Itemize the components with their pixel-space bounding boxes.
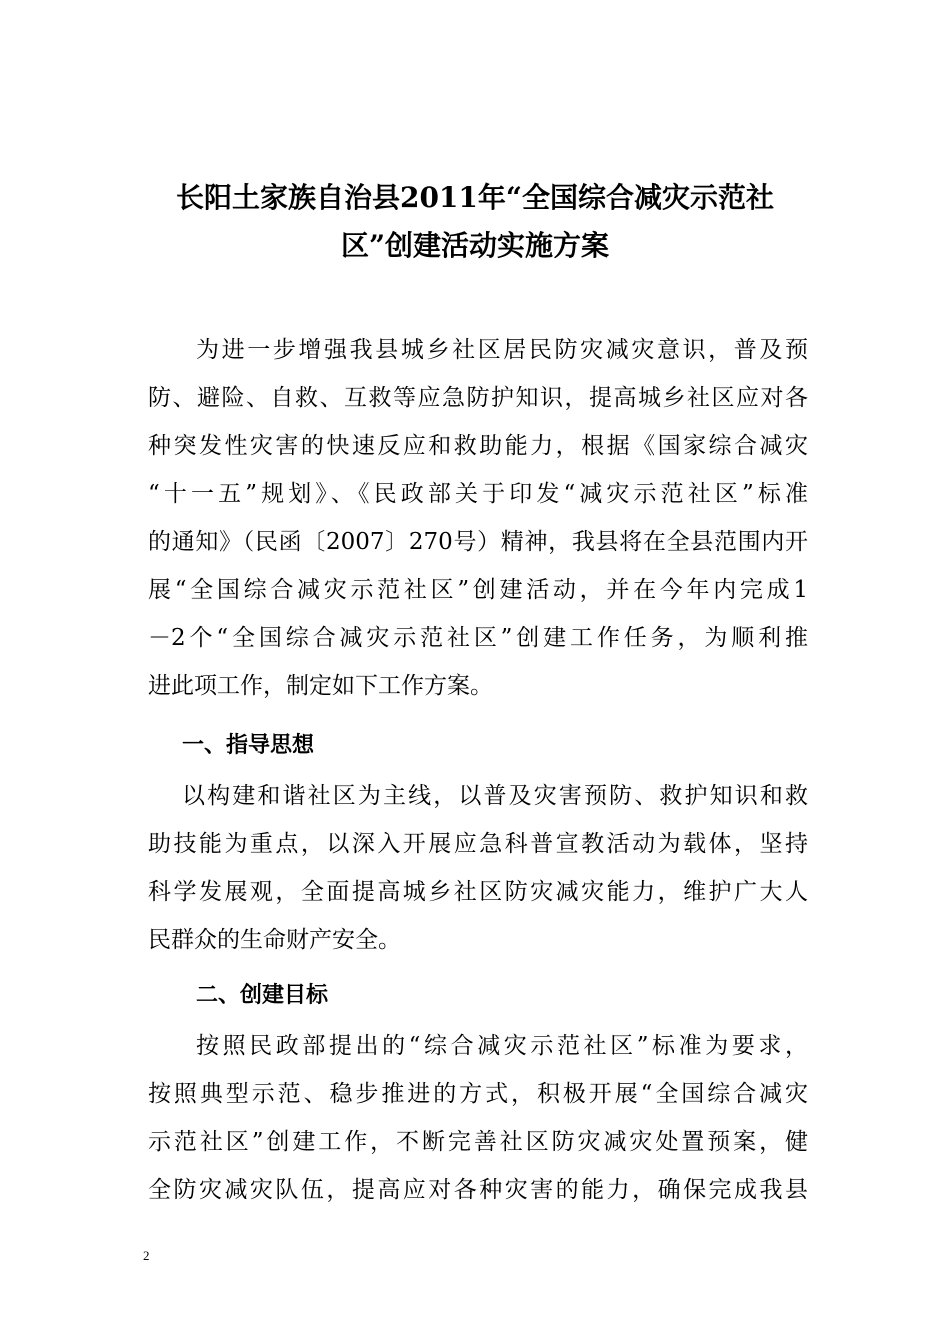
- section-heading-guiding-ideology: 一、指导思想: [182, 733, 315, 758]
- section1-line: 以构建和谐社区为主线，以普及灾害预防、救护知识和救: [182, 783, 808, 809]
- intro-line: 展“全国综合减灾示范社区”创建活动，并在今年内完成1: [148, 577, 808, 603]
- page-number: 2: [143, 1248, 150, 1263]
- intro-line: “十一五”规划》、《民政部关于印发“减灾示范社区”标准: [148, 481, 808, 507]
- intro-line: 防、避险、自救、互救等应急防护知识，提高城乡社区应对各: [148, 385, 808, 411]
- document-title-line-2: 区”创建活动实施方案: [340, 229, 610, 262]
- section1-line: 助技能为重点，以深入开展应急科普宣教活动为载体，坚持: [148, 831, 808, 857]
- intro-line: 为进一步增强我县城乡社区居民防灾减灾意识，普及预: [196, 337, 808, 363]
- section1-line: 科学发展观，全面提高城乡社区防灾减灾能力，维护广大人: [148, 879, 808, 905]
- section2-line: 按照民政部提出的“综合减灾示范社区”标准为要求，: [196, 1033, 808, 1059]
- document-title-line-1: 长阳土家族自治县2011年“全国综合减灾示范社: [175, 181, 775, 214]
- intro-line: －2个“全国综合减灾示范社区”创建工作任务，为顺利推: [148, 625, 808, 651]
- section2-line: 示范社区”创建工作，不断完善社区防灾减灾处置预案，健: [148, 1129, 808, 1155]
- section2-line: 按照典型示范、稳步推进的方式，积极开展“全国综合减灾: [148, 1081, 808, 1107]
- intro-line: 的通知》（民函〔2007〕270号）精神，我县将在全县范围内开: [148, 529, 808, 555]
- intro-line: 种突发性灾害的快速反应和救助能力，根据《国家综合减灾: [148, 433, 808, 459]
- section1-line: 民群众的生命财产安全。: [148, 927, 401, 953]
- intro-line: 进此项工作，制定如下工作方案。: [148, 673, 493, 699]
- section2-line: 全防灾减灾队伍，提高应对各种灾害的能力，确保完成我县: [148, 1177, 808, 1203]
- section-heading-goals: 二、创建目标: [196, 983, 329, 1008]
